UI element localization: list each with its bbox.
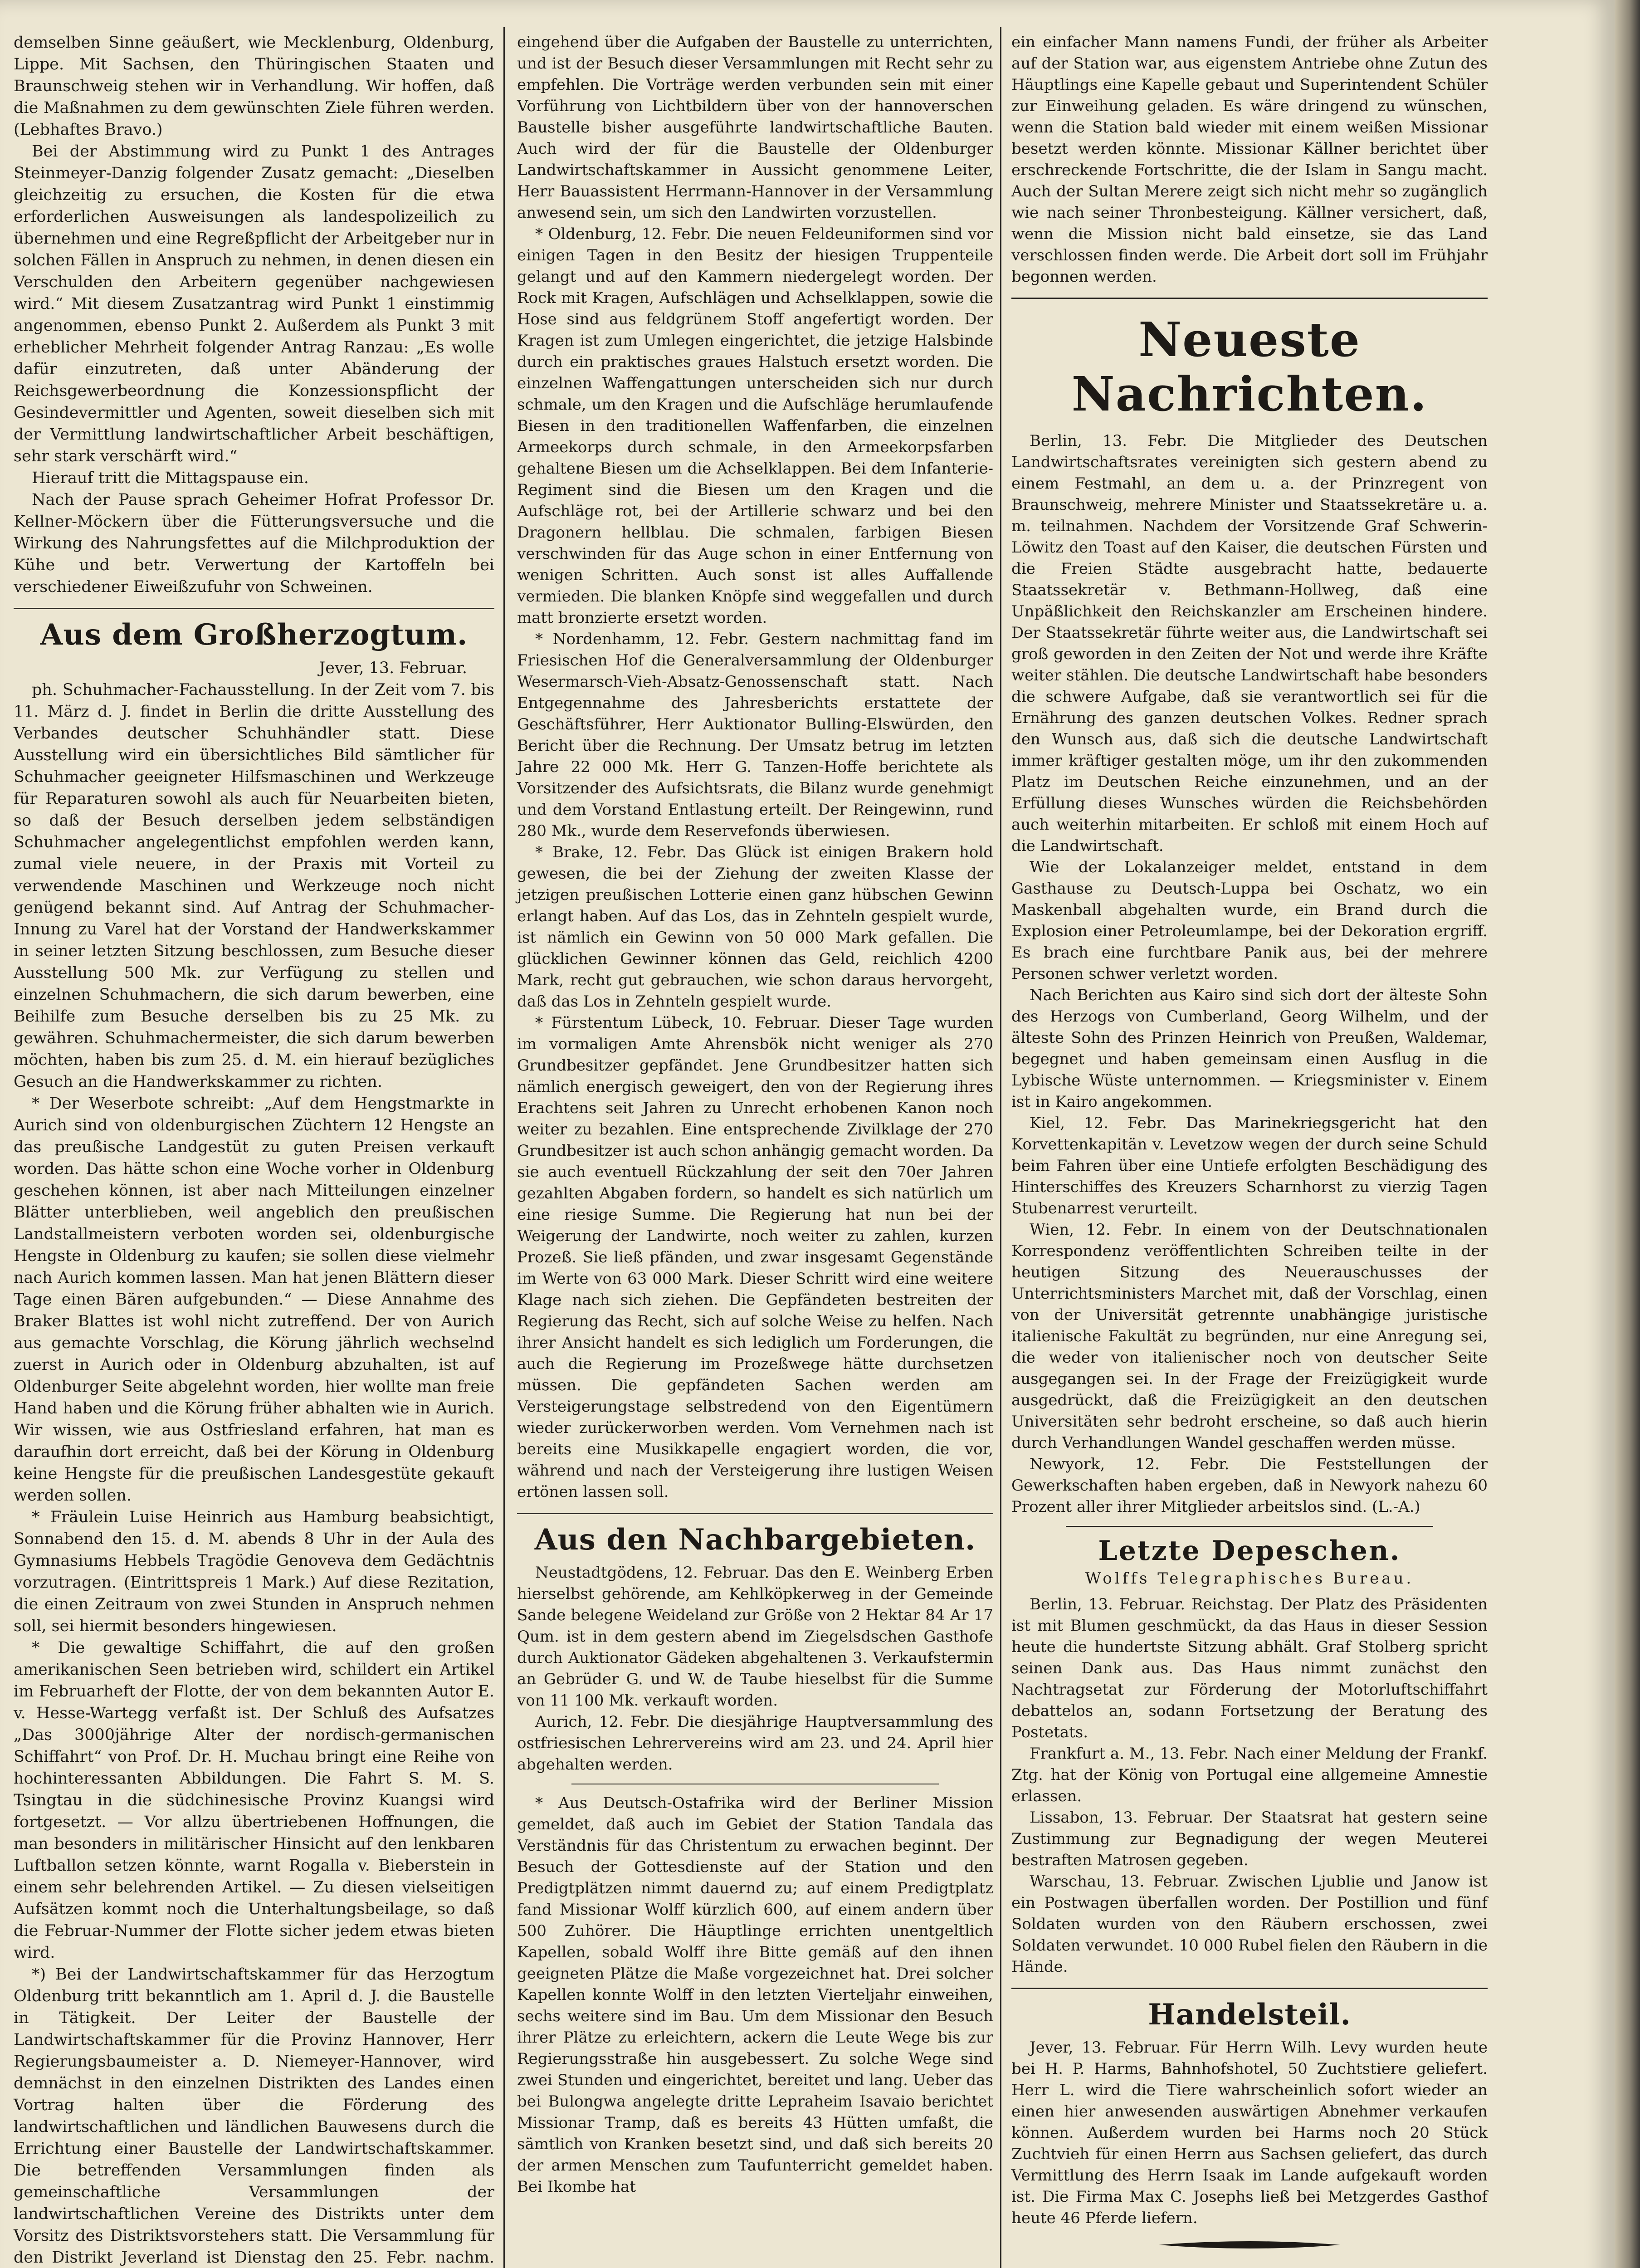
page-edge xyxy=(1615,0,1640,2268)
article-paragraph: Frankfurt a. M., 13. Febr. Nach einer Meldung der Frankf. Ztg. hat der König von Portugal eine allgemeine Amnestie erlassen. xyxy=(1011,1745,1488,1805)
article-paragraph: ein einfacher Mann namens Fundi, der früher als Arbeiter auf der Station war, aus eigenstem Antriebe ohne Zutun des Häuptlings eine Kapelle gebaut und Superintendent Schüler zur Einweihung geladen. Es wäre dringend zu wünschen, wenn die Station bald wieder mit einem weißen Missionar besetzt werden könnte. Missionar Källner berichtet über erschreckende Fortschritte, die der Islam in Sangu macht. Auch der Sultan Merere zeigt sich nicht mehr so zugänglich wie nach seiner Thronbesteigung. Källner versichert, daß, wenn die Mission nicht bald einsetze, sie das Land verschlossen finden werde. Die Arbeit dort soll im Frühjahr begonnen werden. xyxy=(1011,33,1488,286)
article-paragraph: * Der Weserbote schreibt: „Auf dem Hengstmarkte in Aurich sind von oldenburgischen Züchtern 12 Hengste an das preußische Landgestüt zu guten Preisen verkauft worden. Das hätte schon eine Woche vorher in Oldenburg geschehen können, ist aber nach Mitteilungen einzelner Blätter unterblieben, weil angeblich den preußischen Landstallmeistern verboten worden sei, oldenburgische Hengste in Oldenburg zu kaufen; sie sollen diese vielmehr nach Aurich kommen lassen. Man hat jenen Blättern dieser Tage einen Bären aufgebunden.“ — Diese Annahme des Braker Blattes ist wohl nicht zutreffend. Der von Aurich aus gemachte Vorschlag, die Körung jährlich wechselnd zuerst in Aurich oder in Oldenburg abzuhalten, ist auf Oldenburger Seite abgelehnt worden, hier wollte man freie Hand haben und die Körung früher abhalten wie in Aurich. Wir wissen, wie aus Ostfriesland erfahren, hat man es daraufhin dort erreicht, daß bei der Körung in Oldenburg keine Hengste für die preußischen Landesgestüte gekauft werden sollen. xyxy=(14,1095,494,1505)
article-paragraph: * Brake, 12. Febr. Das Glück ist einigen Brakern hold gewesen, die bei der Ziehung der zweiten Klasse der jetzigen preußischen Lotterie einen ganz hübschen Gewinn erlangt haben. Auf das Los, das in Zehnteln gespielt wurde, ist nämlich ein Gewinn von 50 000 Mark gefallen. Die glücklichen Gewinner können das Geld, reichlich 4200 Mark, recht gut gebrauchen, wie schon daraus hervorgeht, daß das Los in Zehnteln gespielt wurde. xyxy=(517,843,993,1011)
column-2 xyxy=(517,32,993,2198)
article-divider xyxy=(1066,1526,1433,1527)
article-paragraph: Neustadtgödens, 12. Februar. Das den E. Weinberg Erben hierselbst gehörende, am Kehlköpkerweg in der Gemeinde Sande belegene Weideland zur Größe von 2 Hektar 84 Ar 17 Qum. ist in dem gestern abend im Ziegelsdschen Gasthofe durch Auktionator Gädeken abgehaltenen 3. Verkaufstermin an Gebrüder G. und W. de Taube hieselbst für die Summe von 11 100 Mk. verkauft worden. xyxy=(517,1564,993,1710)
article-paragraph: Lissabon, 13. Februar. Der Staatsrat hat gestern seine Zustimmung zur Begnadigung der wegen Meuterei bestraften Matrosen gegeben. xyxy=(1011,1809,1488,1869)
article-paragraph: Wie der Lokalanzeiger meldet, entstand in dem Gasthause zu Deutsch-Luppa bei Oschatz, wo ein Maskenball abgehalten wurde, ein Brand durch die Explosion einer Petroleumlampe, bei der Dekoration ergriff. Es brach eine furchtbare Panik aus, bei der mehrere Personen schwer verletzt worden. xyxy=(1011,858,1488,983)
article-paragraph: * Fräulein Luise Heinrich aus Hamburg beabsichtigt, Sonnabend den 15. d. M. abends 8 Uhr in der Aula des Gymnasiums Hebbels Tragödie Genoveva dem Gedächtnis vorzutragen. (Eintrittspreis 1 Mark.) Auf diese Rezitation, die einen Zeitraum von zwei Stunden in Anspruch nehmen soll, sei hiermit besonders hingewiesen. xyxy=(14,1508,494,1635)
article-paragraph: Berlin, 13. Februar. Reichstag. Der Platz des Präsidenten ist mit Blumen geschmückt, da das Haus in dieser Session heute die hundertste Sitzung abhält. Graf Stolberg spricht seinen Dank aus. Das Haus nimmt zunächst den Nachtragsetat zur Förderung der Motorluftschiffahrt debattelos an, sodann Fortsetzung der Beratung des Postetats. xyxy=(1011,1595,1488,1741)
article-paragraph: Bei der Abstimmung wird zu Punkt 1 des Antrages Steinmeyer-Danzig folgender Zusatz gemacht: „Dieselben gleichzeitig zu ersuchen, die Kosten für die etwa erforderlichen Ausweisungen als landespolizeilich zu übernehmen und eine Regreßpflicht der Arbeitgeber nur in solchen Fällen in Anspruch zu nehmen, in denen diesen ein Verschulden den Arbeitern gegenüber nachgewiesen wird.“ Mit diesem Zusatzantrag wird Punkt 1 einstimmig angenommen, ebenso Punkt 2. Außerdem als Punkt 3 mit erheblicher Mehrheit folgender Antrag Ranzau: „Es wolle dafür einzutreten, daß unter Abänderung der Reichsgewerbeordnung die Konzessionspflicht der Gesindevermittler und Agenten, soweit dieselben sich mit der Vermittlung landwirtschaftlicher Arbeit beschäftigen, sehr stark verschärft wird.“ xyxy=(14,142,494,465)
article-paragraph: *) Bei der Landwirtschaftskammer für das Herzogtum Oldenburg tritt bekanntlich am 1. April d. J. die Baustelle in Tätigkeit. Der Leiter der Baustelle der Landwirtschaftskammer für die Provinz Hannover, Herr Regierungsbaumeister a. D. Niemeyer-Hannover, wird demnächst in den einzelnen Distrikten des Landes einen Vortrag halten über die Förderung des landwirtschaftlichen und ländlichen Bauwesens durch die Errichtung einer Baustelle der Landwirtschaftskammer. Die betreffenden Versammlungen finden als gemeinschaftliche Versammlungen der landwirtschaftlichen Vereine des Distrikts unter dem Vorsitz des Distriktsvorstehers statt. Die Versammlung für den Distrikt Jeverland ist Dienstag den 25. Febr. nachm. xyxy=(14,1965,494,2267)
article-paragraph: Aurich, 12. Febr. Die diesjährige Hauptversammlung des ostfriesischen Lehrervereins wird am 23. und 24. April hier abgehalten werden. xyxy=(517,1713,993,1774)
article-paragraph: Nach der Pause sprach Geheimer Hofrat Professor Dr. Kellner-Möckern über die Fütterungsversuche und die Wirkung des Nahrungsfettes auf die Milchproduktion der Kühe und betr. Verwertung der Kartoffeln bei verschiedener Eiweißzufuhr von Schweinen. xyxy=(14,491,494,596)
dateline: Jever, 13. Februar. xyxy=(319,659,467,677)
article-paragraph: Berlin, 13. Febr. Die Mitglieder des Deutschen Landwirtschaftsrates vereinigten sich gestern abend zu einem Festmahl, an dem u. a. der Prinzregent von Braunschweig, mehrere Minister und Staatssekretäre u. a. m. teilnahmen. Nachdem der Vorsitzende Graf Schwerin-Löwitz den Toast auf den Kaiser, die deutschen Fürsten und die Freien Städte ausgebracht hatte, bedauerte Staatssekretär v. Bethmann-Hollweg, daß eine Unpäßlichkeit den Reichskanzler am Erscheinen hindere. Der Staatssekretär führte weiter aus, die Landwirtschaft sei groß geworden in den Zeiten der Not und werde ihre Kräfte weiter stählen. Die deutsche Landwirtschaft habe besonders die schwere Aufgabe, daß sie verantwortlich sei für die Ernährung des ganzen deutschen Volkes. Redner sprach den Wunsch aus, daß sich die deutsche Landwirtschaft immer kräftiger gestalten möge, um ihr den zukommenden Platz im Deutschen Reiche einzunehmen, und an der Erfüllung dieses Wunsches würden die Reichsbehörden auch weiterhin mitarbeiten. Er schloß mit einem Hoch auf die Landwirtschaft. xyxy=(1011,432,1488,855)
article-paragraph: Newyork, 12. Febr. Die Feststellungen der Gewerkschaften haben ergeben, daß in Newyork nahezu 60 Prozent aller ihrer Mitglieder arbeitslos sind. (L.-A.) xyxy=(1011,1455,1488,1516)
article-paragraph: demselben Sinne geäußert, wie Mecklenburg, Oldenburg, Lippe. Mit Sachsen, den Thüringischen Staaten und Braunschweig stehen wir in Verhandlung. Wir hoffen, daß die Maßnahmen zu dem gewünschten Ziele führen werden. (Lebhaftes Bravo.) xyxy=(14,34,494,139)
article-paragraph: Jever, 13. Februar. Für Herrn Wilh. Levy wurden heute bei H. P. Harms, Bahnhofshotel, 50 Zuchtstiere geliefert. Herr L. wird die Tiere wahrscheinlich sofort wieder an einen hier anwesenden auswärtigen Abnehmer verkaufen können. Außerdem wurden bei Harms noch 20 Stück Zuchtvieh für einen Herrn aus Sachsen geliefert, das durch Vermittlung des Herrn Isaak im Lande aufgekauft worden ist. Die Firma Max C. Josephs ließ bei Metzgerdes Gasthof heute 46 Pferde liefern. xyxy=(1011,2038,1488,2227)
article-paragraph: Kiel, 12. Febr. Das Marinekriegsgericht hat den Korvettenkapitän v. Levetzow wegen der durch seine Schuld beim Fahren über eine Untiefe erfolgten Beschädigung des Hinterschiffes des Kreuzers Scharnhorst zu vierzig Tagen Stubenarrest verurteilt. xyxy=(1011,1114,1488,1217)
article-paragraph: Warschau, 13. Februar. Zwischen Ljublie und Janow ist ein Postwagen überfallen worden. Der Postillion und fünf Soldaten wurden von den Räubern erschossen, zwei Soldaten verwundet. 10 000 Rubel fielen den Räubern in die Hände. xyxy=(1011,1872,1488,1976)
article-paragraph: Nach Berichten aus Kairo sind sich dort der älteste Sohn des Herzogs von Cumberland, Georg Wilhelm, und der älteste Sohn des Prinzen Heinrich von Preußen, Waldemar, begegnet und haben gemeinsam einen Ausflug in die Lybische Wüste unternommen. — Kriegsminister v. Einem ist in Kairo angekommen. xyxy=(1011,986,1488,1111)
section-divider xyxy=(517,1513,993,1514)
article-paragraph: * Die gewaltige Schiffahrt, die auf den großen amerikanischen Seen betrieben wird, schildert ein Artikel im Februarheft der Flotte, der von dem bekannten Autor E. v. Hesse-Wartegg verfaßt ist. Der Schluß des Aufsatzes „Das 3000jährige Alter der nordisch-germanischen Schiffahrt“ von Prof. Dr. H. Muchau bringt eine Reihe von hochinteressanten Abbildungen. Die Fahrt S. M. S. Tsingtau in die südchinesische Provinz Kuangsi wird fortgesetzt. — Vor allzu übertriebenen Hoffnungen, die man besonders in militärischer Hinsicht auf den lenkbaren Luftballon setzen könnte, warnt Rogalla v. Bieberstein in einem sehr belehrenden Artikel. — Zu diesen vielseitigen Aufsätzen kommt noch die Unterhaltungsbeilage, so daß die Februar-Nummer der Flotte sicher jedem etwas bieten wird. xyxy=(14,1639,494,1962)
section-divider xyxy=(1011,1988,1488,1989)
article-paragraph: * Aus Deutsch-Ostafrika wird der Berliner Mission gemeldet, daß auch im Gebiet der Station Tandala das Verständnis für das Christentum zu erwachen beginnt. Der Besuch der Gottesdienste auf der Station und den Predigtplätzen nimmt dauernd zu; auf einem Predigtplatz fand Missionar Wolff kürzlich 600, auf einem andern über 500 Zuhörer. Die Häuptlinge errichten unentgeltlich Kapellen, sobald Wolff ihre Bitte gemäß auf den ihnen geeigneten Plätze die Maße vorgezeichnet hat. Drei solcher Kapellen konnte Wolff in den letzten Vierteljahr einweihen, sechs weitere sind im Bau. Um dem Missionar den Besuch ihrer Plätze zu erleichtern, ackern die Leute Wege bis zur Regierungsstraße hin ausgebessert. Zu solche Wege sind zwei Stunden und eingerichtet, bereitet und lang. Ueber das bei Bulongwa angelegte dritte Lepraheim Isavaio berichtet Missionar Tramp, daß es bereits 43 Hütten umfaßt, die sämtlich von Kranken besetzt sind, und daß sich bereits 20 der armen Menschen zum Taufunterricht gemeldet haben. Bei Ikombe hat xyxy=(517,1794,993,2196)
column-3 xyxy=(1011,32,1488,2259)
section-heading: Aus den Nachbargebieten. xyxy=(534,1523,976,1557)
column-divider xyxy=(503,27,505,2268)
section-heading: Aus dem Großherzogtum. xyxy=(40,618,468,652)
article-paragraph: * Oldenburg, 12. Febr. Die neuen Feldeuniformen sind vor einigen Tagen in den Besitz der hiesigen Truppenteile gelangt und auf den Kammern niedergelegt worden. Der Rock mit Kragen, Aufschlägen und Achselklappen, sowie die Hose sind aus feldgrünem Stoff angefertigt worden. Der Kragen ist zum Umlegen eingerichtet, die jetzige Halsbinde durch ein praktisches graues Halstuch ersetzt worden. Die einzelnen Waffengattungen unterscheiden sich nur durch schmale, um den Kragen und die Aufschläge herumlaufende Biesen in den traditionellen Waffenfarben, die einzelnen Armeekorps durch schmale, in den Armeekorpsfarben gehaltene Biesen um die Achselklappen. Bei dem Infanterie-Regiment sind die Biesen um den Kragen und die Aufschläge rot, bei der Artillerie schwarz und bei den Dragonern hellblau. Die schmalen, farbigen Biesen verschwinden für das Auge schon in einer Entfernung von wenigen Schritten. Auch sonst ist alles Auffallende vermieden. Die blanken Knöpfe sind weggefallen und durch matt bronzierte ersetzt worden. xyxy=(517,225,993,627)
article-paragraph: Wien, 12. Febr. In einem von der Deutschnationalen Korrespondenz veröffentlichten Schreiben teilte in der heutigen Sitzung des Neuerauschusses der Unterrichtsministers Marchet mit, daß der Vorschlag, einen von der Universität getrennte unabhängige juristische italienische Fakultät zu begründen, nur eine Anregung sei, die weder von italienischer noch von deutscher Seite ausgegangen sei. In der Frage der Freizügigkeit wurde ausgedrückt, daß die Freizügigkeit an den deutschen Universitäten sehr bedroht erscheine, so daß auch hierin durch Verhandlungen Wandel geschaffen werden müsse. xyxy=(1011,1221,1488,1452)
ornament-rule xyxy=(1154,2239,1345,2250)
article-paragraph: * Nordenhamm, 12. Febr. Gestern nachmittag fand im Friesischen Hof die Generalversammlung der Oldenburger Wesermarsch-Vieh-Absatz-Genossenschaft statt. Nach Entgegennahme des Jahresberichts erstattete der Geschäftsführer, Herr Auktionator Bulling-Elswürden, den Bericht über die Rechnung. Der Umsatz betrug im letzten Jahre 22 000 Mk. Herr G. Tanzen-Hoffe berichtete als Vorsitzender des Aufsichtsrats, die Bilanz wurde genehmigt und dem Vorstand Entlastung erteilt. Der Reingewinn, rund 280 Mk., wurde dem Reservefonds überwiesen. xyxy=(517,630,993,840)
section-heading: Handelsteil. xyxy=(1148,1998,1351,2032)
agency-line: Wolffs Telegraphisches Bureau. xyxy=(1085,1569,1414,1588)
column-divider xyxy=(1000,27,1001,2268)
article-paragraph: ph. Schuhmacher-Fachausstellung. In der Zeit vom 7. bis 11. März d. J. findet in Berlin die dritte Ausstellung des Verbandes deutscher Schuhhändler statt. Diese Ausstellung wird ein übersichtliches Bild sämtlicher für Schuhmacher geeigneter Hilfsmaschinen und Werkzeuge für Reparaturen sowohl als auch für Neuarbeiten bieten, so daß der Besuch derselben jedem selbständigen Schuhmacher angelegentlichst empfohlen werden kann, zumal viele neuere, in der Praxis mit Vorteil zu verwendende Maschinen und Werkzeuge noch nicht genügend bekannt sind. Auf Antrag der Schuhmacher-Innung zu Varel hat der Vorstand der Handwerkskammer in seiner letzten Sitzung beschlossen, zum Besuche dieser Ausstellung 500 Mk. zur Verfügung zu stellen und einzelnen Schuhmachern, die sich darum bewerben, eine Beihilfe zum Besuche derselben bis zu 25 Mk. zu gewähren. Schuhmachermeister, die sich darum bewerben möchten, haben bis zum 25. d. M. ein hierauf bezügliches Gesuch an die Handwerkskammer zu richten. xyxy=(14,681,494,1091)
section-divider xyxy=(1011,298,1488,299)
section-divider xyxy=(14,608,494,609)
section-heading-large: Neueste Nachrichten. xyxy=(1071,312,1428,422)
section-heading: Letzte Depeschen. xyxy=(1098,1535,1401,1567)
article-paragraph: Hierauf tritt die Mittagspause ein. xyxy=(32,469,309,487)
article-paragraph: * Fürstentum Lübeck, 10. Februar. Dieser Tage wurden im vormaligen Amte Ahrensbök nicht weniger als 270 Grundbesitzer gepfändet. Jene Grundbesitzer hatten sich nämlich energisch geweigert, den von der Regierung ihres Erachtens seit Jahren zu Unrecht erhobenen Kanon noch weiter zu bezahlen. Eine entsprechende Zivilklage der 270 Grundbesitzer ist auch schon anhängig gemacht worden. Da sie auch eventuell Rückzahlung der seit den 70er Jahren gezahlten Abgaben fordern, so handelt es sich natürlich um eine riesige Summe. Die Regierung hat nun bei der Weigerung der Landwirte, noch weiter zu zahlen, kurzen Prozeß. Sie ließ pfänden, und zwar insgesamt Gegenstände im Werte von 63 000 Mark. Dieser Schritt wird eine weitere Klage nach sich ziehen. Die Gepfändeten bestreiten der Regierung das Recht, sich auf solche Weise zu helfen. Nach ihrer Ansicht handelt es sich lediglich um Forderungen, die auch die Regierung im Prozeßwege hätte durchsetzen müssen. Die gepfändeten Sachen werden am Versteigerungstage selbstredend von den Eigentümern wieder zurückerworben werden. Vom Vernehmen nach ist bereits eine Musikkapelle engagiert worden, die vor, während und nach der Versteigerung ihre lustigen Weisen ertönen lassen soll. xyxy=(517,1014,993,1501)
column-1 xyxy=(14,32,494,2268)
ornament-divider xyxy=(1011,2233,1488,2255)
article-paragraph: eingehend über die Aufgaben der Baustelle zu unterrichten, und ist der Besuch dieser Versammlungen mit Recht sehr zu empfehlen. Die Vorträge werden verbunden sein mit einer Vorführung von Lichtbildern über von der hannoverschen Baustelle bisher ausgeführte landwirtschaftliche Bauten. Auch wird der für die Baustelle der Oldenburger Landwirtschaftskammer in Aussicht genommene Leiter, Herr Bauassistent Herrmann-Hannover in der Versammlung anwesend sein, um sich den Landwirten vorzustellen. xyxy=(517,33,993,222)
